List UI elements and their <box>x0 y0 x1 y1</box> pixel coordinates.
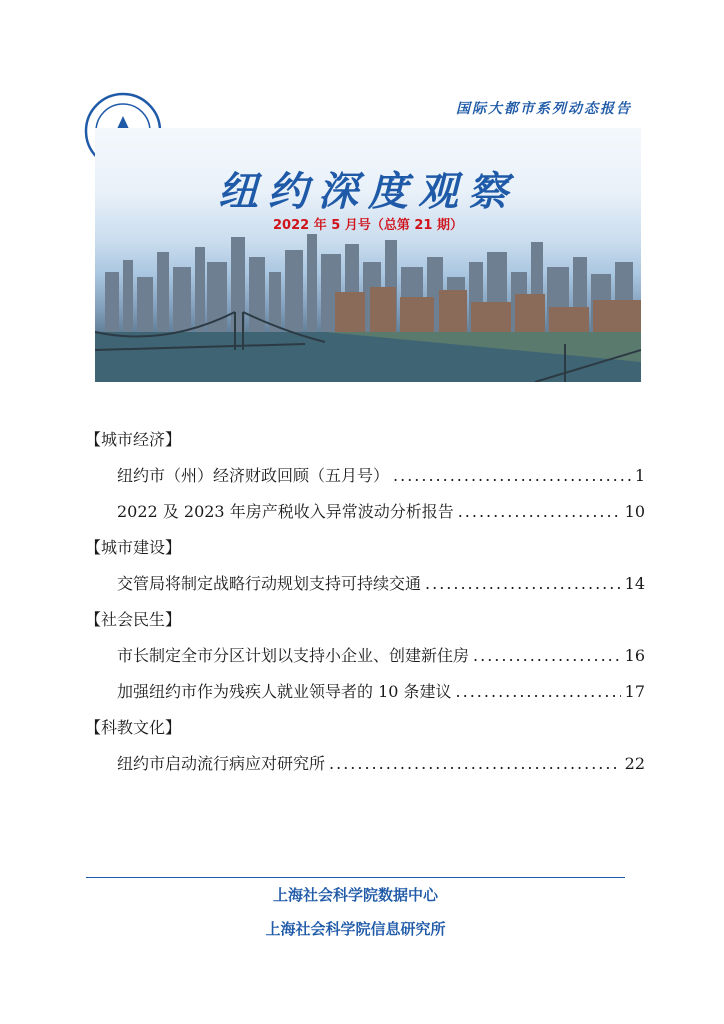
series-title: 国际大都市系列动态报告 <box>456 101 632 117</box>
toc-page-number: 22 <box>624 754 645 773</box>
toc-leader-dots <box>329 750 621 778</box>
footer-divider <box>86 877 625 878</box>
main-title: 纽约深度观察 <box>218 168 518 215</box>
toc-entry[interactable] <box>85 462 645 498</box>
toc-entry-title: 纽约市启动流行病应对研究所 <box>117 754 326 773</box>
toc-entry[interactable] <box>85 642 645 678</box>
toc-leader-dots <box>393 462 631 490</box>
toc-section-heading: 【科教文化】 <box>85 718 182 737</box>
toc-entry-title: 纽约市（州）经济财政回顾（五月号） <box>117 466 390 485</box>
toc-entry-title: 交管局将制定战略行动规划支持可持续交通 <box>117 574 422 593</box>
toc-section-heading: 【城市建设】 <box>85 538 182 557</box>
toc-section-heading: 【城市经济】 <box>85 430 182 449</box>
toc-leader-dots <box>456 678 621 706</box>
toc-entry-title: 加强纽约市作为残疾人就业领导者的 10 条建议 <box>117 682 452 701</box>
issue-number: 2022 年 5 月号（总第 21 期） <box>273 218 463 233</box>
toc-section-heading: 【社会民生】 <box>85 610 182 629</box>
toc-entry-title: 2022 及 2023 年房产税收入异常波动分析报告 <box>117 502 454 521</box>
toc-entry[interactable] <box>85 678 645 714</box>
toc-leader-dots <box>473 642 621 670</box>
toc-page-number: 14 <box>624 574 645 593</box>
cover-banner <box>95 128 641 382</box>
toc-page-number: 1 <box>634 466 645 485</box>
toc-leader-dots <box>458 498 621 526</box>
toc-entry[interactable] <box>85 498 645 534</box>
toc-page-number: 17 <box>624 682 645 701</box>
toc-entry-title: 市长制定全市分区计划以支持小企业、创建新住房 <box>117 646 470 665</box>
toc-entry[interactable] <box>85 570 645 606</box>
footer-org-data-center: 上海社会科学院数据中心 <box>272 886 438 904</box>
toc-page-number: 16 <box>624 646 645 665</box>
toc-page-number: 10 <box>624 502 645 521</box>
footer-org-info-institute: 上海社会科学院信息研究所 <box>265 920 446 938</box>
toc-leader-dots <box>425 570 621 598</box>
table-of-contents <box>85 426 645 786</box>
toc-entry[interactable] <box>85 750 645 786</box>
city-skyline-illustration <box>95 232 641 382</box>
